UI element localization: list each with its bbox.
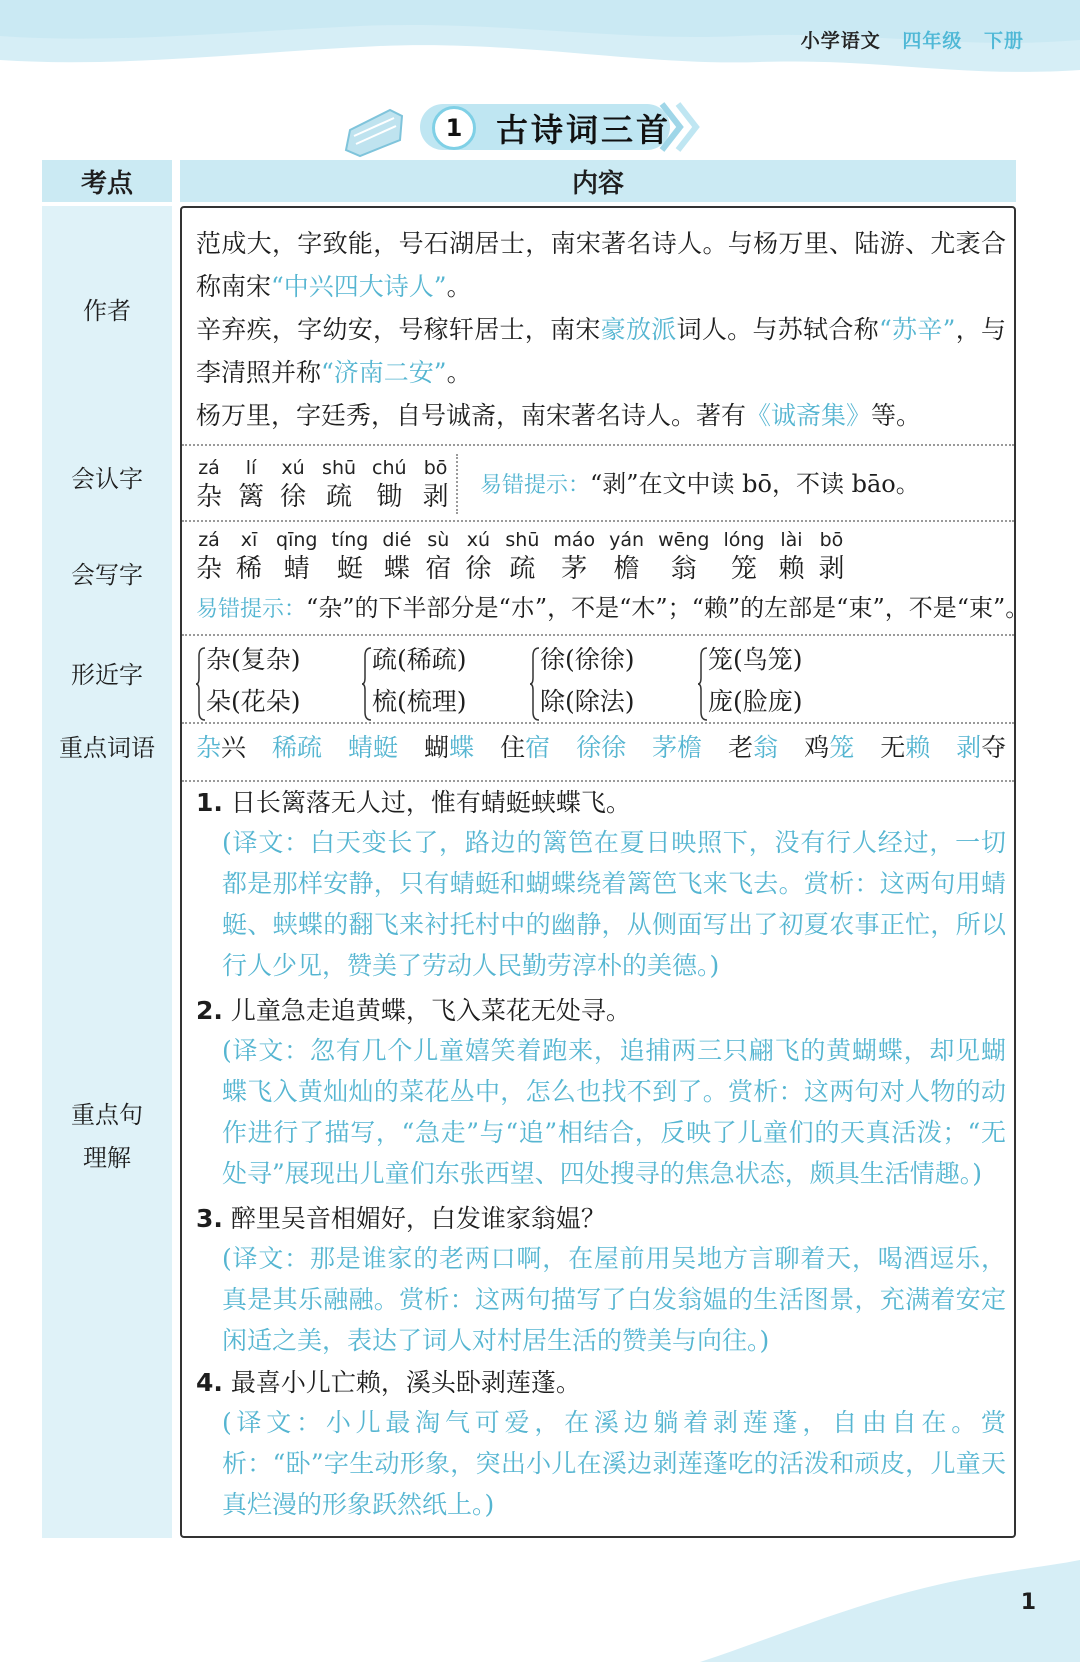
sentence-number: 4. xyxy=(196,1368,223,1397)
char-cell xyxy=(382,528,411,586)
char-cell xyxy=(658,528,709,586)
sentence-number: 2. xyxy=(196,996,223,1025)
word-part-blue: 赖 xyxy=(905,733,931,762)
pinyin: bō xyxy=(423,457,448,479)
pinyin: xú xyxy=(466,529,491,551)
hanzi: 茅 xyxy=(561,554,588,584)
similar-char-a: 疏(稀疏) xyxy=(372,645,467,674)
hanzi: 檐 xyxy=(613,554,640,584)
hanzi: 疏 xyxy=(509,554,536,584)
hanzi: 剥 xyxy=(818,554,845,584)
author-text: 范成大，字致能，号石湖居士，南宋著名诗人。与杨万里、陆游、尤袤合称南宋 xyxy=(196,229,1006,301)
pinyin: shū xyxy=(505,529,540,551)
tip-label: 易错提示： xyxy=(480,473,591,498)
recognize-tip xyxy=(480,466,920,504)
char-cell xyxy=(196,528,222,586)
char-cell xyxy=(505,528,539,586)
pinyin: zá xyxy=(198,457,220,479)
page-number: 1 xyxy=(1020,1590,1036,1615)
pinyin: chú xyxy=(372,457,407,479)
word-part-blue: 茅檐 xyxy=(652,733,703,762)
hanzi: 蜻 xyxy=(283,554,310,584)
sentence-2-note: (译文：忽有几个儿童嬉笑着跑来，追捕两三只翩飞的黄蝴蝶，却见蝴蝶飞入黄灿灿的菜花丛中，怎么也找不到了。赏析：这两句对人物的动作进行了描写，“急走”与“追”相结合，反映了儿童们的天真活泼；“无处寻”展现出儿童们东张西望、四处搜寻的焦急状态，颇具生活情趣。) xyxy=(222,1036,1006,1188)
similar-char-b: 除(除法) xyxy=(540,687,635,716)
word-part-blue: 徐徐 xyxy=(576,733,627,762)
label-sentence-1: 重点句 xyxy=(71,1101,143,1129)
sentence-number: 1. xyxy=(196,788,223,817)
row-divider xyxy=(182,634,1014,636)
pinyin: wēng xyxy=(658,529,710,551)
key-words-row xyxy=(196,730,1006,766)
sentence-text: 最喜小儿亡赖，溪头卧剥莲蓬。 xyxy=(230,1368,581,1397)
table-header-topic: 考点 xyxy=(42,160,172,202)
author-text: 杨万里，字廷秀，自号诚斋，南宋著名诗人。著有 xyxy=(196,401,747,430)
author-highlight: “济南二安” xyxy=(321,358,447,387)
char-cell xyxy=(609,528,644,586)
word-part-blue: 蜻蜓 xyxy=(348,733,399,762)
author-yang-wanli xyxy=(196,394,1006,437)
key-word xyxy=(728,730,778,766)
key-word xyxy=(272,730,322,766)
char-cell xyxy=(423,456,449,514)
pinyin: shū xyxy=(322,457,357,479)
sentence-4 xyxy=(196,1362,1006,1404)
char-cell xyxy=(723,528,764,586)
sentence-text: 儿童急走追黄蝶，飞入菜花无处寻。 xyxy=(230,996,631,1025)
key-word xyxy=(652,730,702,766)
grade-label: 四年级 xyxy=(902,30,963,52)
pinyin: lóng xyxy=(723,529,765,551)
label-recognize: 会认字 xyxy=(71,465,143,493)
word-part-black: 兴 xyxy=(221,733,247,762)
row-divider xyxy=(182,520,1014,522)
char-cell xyxy=(553,528,595,586)
char-cell xyxy=(465,528,491,586)
word-part-black: 无 xyxy=(880,733,906,762)
sentence-text: 醉里吴音相媚好，白发谁家翁媪？ xyxy=(230,1204,606,1233)
author-highlight: “中兴四大诗人” xyxy=(271,272,447,301)
brace-icon xyxy=(362,646,372,722)
similar-char-b: 庞(脸庞) xyxy=(708,687,803,716)
key-word xyxy=(348,730,398,766)
pinyin: qīng xyxy=(276,529,318,551)
sentence-number: 3. xyxy=(196,1204,223,1233)
similar-char-a: 笼(鸟笼) xyxy=(708,645,803,674)
sentence-3-note: (译文：那是谁家的老两口啊，在屋前用吴地方言聊着天，喝酒逗乐，真是其乐融融。赏析：这两句描写了白发翁媪的生活图景，充满着安定闲适之美，表达了词人对村居生活的赞美与向往。) xyxy=(222,1244,1006,1355)
key-word xyxy=(804,730,854,766)
pinyin: tíng xyxy=(331,529,369,551)
hanzi: 徐 xyxy=(280,482,307,512)
author-text: 等。 xyxy=(871,401,922,430)
char-cell xyxy=(276,528,317,586)
tip-label: 易错提示： xyxy=(196,597,307,622)
char-cell xyxy=(372,456,407,514)
brace-icon xyxy=(698,646,708,722)
sentence-3 xyxy=(196,1198,1006,1240)
hanzi: 稀 xyxy=(236,554,263,584)
sentence-text: 日长篱落无人过，惟有蜻蜓蛱蝶飞。 xyxy=(230,788,631,817)
table-header-content: 内容 xyxy=(180,160,1016,202)
word-part-blue: 杂 xyxy=(196,733,222,762)
hanzi: 杂 xyxy=(196,482,223,512)
word-part-blue: 笼 xyxy=(829,733,855,762)
sentence-1-note: (译文：白天变长了，路边的篱笆在夏日映照下，没有行人经过，一切都是那样安静，只有蜻蜓和蝴蝶绕着篱笆飞来飞去。赏析：这两句用蜻蜓、蛱蝶的翻飞来衬托村中的幽静，从侧面写出了初夏农事正忙，所以行人少见，赞美了劳动人民勤劳淳朴的美德。) xyxy=(222,828,1006,980)
hanzi: 宿 xyxy=(425,554,452,584)
word-part-blue: 蝶 xyxy=(449,733,475,762)
hanzi: 蝶 xyxy=(383,554,410,584)
word-part-black: 住 xyxy=(500,733,526,762)
char-cell xyxy=(322,456,356,514)
author-highlight: 《诚斋集》 xyxy=(746,401,872,430)
pinyin: bō xyxy=(819,529,844,551)
word-part-blue: 宿 xyxy=(525,733,551,762)
char-cell xyxy=(778,528,804,586)
char-cell xyxy=(331,528,368,586)
hanzi: 疏 xyxy=(326,482,353,512)
word-part-blue: 翁 xyxy=(753,733,779,762)
word-part-blue: 稀疏 xyxy=(272,733,323,762)
pinyin: yán xyxy=(609,529,645,551)
pinyin: sù xyxy=(427,529,450,551)
lesson-title: 古诗词三首 xyxy=(496,111,672,149)
hanzi: 徐 xyxy=(465,554,492,584)
pinyin: xī xyxy=(240,529,258,551)
author-highlight: 豪放派 xyxy=(600,315,677,344)
key-word xyxy=(500,730,550,766)
char-cell xyxy=(818,528,844,586)
label-similar: 形近字 xyxy=(71,661,143,689)
key-word xyxy=(576,730,626,766)
author-text: 辛弃疾，字幼安，号稼轩居士，南宋 xyxy=(196,315,601,344)
tip-text: “剥”在文中读 bō，不读 bāo。 xyxy=(590,470,920,498)
key-word xyxy=(956,730,1006,766)
word-part-black: 老 xyxy=(728,733,754,762)
brace-icon xyxy=(530,646,540,722)
label-author: 作者 xyxy=(83,297,131,325)
hanzi: 赖 xyxy=(778,554,805,584)
pinyin: lí xyxy=(245,457,257,479)
hanzi: 篱 xyxy=(238,482,265,512)
char-cell xyxy=(236,528,262,586)
label-write: 会写字 xyxy=(71,561,143,589)
key-word xyxy=(196,730,246,766)
key-word xyxy=(424,730,474,766)
row-divider xyxy=(182,444,1014,446)
hanzi: 剥 xyxy=(422,482,449,512)
similar-char-b: 朵(花朵) xyxy=(206,687,301,716)
label-words: 重点词语 xyxy=(59,734,155,762)
label-sentence-2: 理解 xyxy=(83,1144,131,1172)
key-word xyxy=(880,730,930,766)
pinyin: zá xyxy=(198,529,220,551)
similar-char-a: 杂(复杂) xyxy=(206,645,301,674)
pinyin: xú xyxy=(281,457,305,479)
sentence-2 xyxy=(196,990,1006,1032)
recognize-char-row xyxy=(196,456,449,514)
lesson-number: 1 xyxy=(432,106,476,150)
author-text: 词人。与苏轼合称 xyxy=(676,315,879,344)
sentence-4-note: (译文：小儿最淘气可爱，在溪边躺着剥莲蓬，自由自在。赏析：“卧”字生动形象，突出小儿在溪边剥莲蓬吃的活泼和顽皮，儿童天真烂漫的形象跃然纸上。) xyxy=(222,1408,1006,1519)
word-part-blue: 剥 xyxy=(956,733,982,762)
row-divider xyxy=(182,722,1014,724)
similar-char-b: 梳(梳理) xyxy=(372,687,467,716)
volume-label: 下册 xyxy=(983,30,1024,52)
char-cell xyxy=(280,456,306,514)
hanzi: 笼 xyxy=(730,554,757,584)
pinyin: máo xyxy=(553,529,596,551)
subject-label: 小学语文 xyxy=(800,30,881,52)
hanzi: 杂 xyxy=(196,554,223,584)
write-char-row xyxy=(196,528,844,586)
tip-text: “杂”的下半部分是“朩”，不是“木”；“赖”的左部是“束”，不是“束”。 xyxy=(306,594,1030,622)
recognize-separator xyxy=(456,454,458,514)
write-tip xyxy=(196,590,1029,628)
author-xin-qiji xyxy=(196,308,1006,394)
char-cell xyxy=(425,528,451,586)
author-text: ，与李清照并称 xyxy=(196,315,1006,387)
sentence-1 xyxy=(196,782,1006,824)
hanzi: 蜓 xyxy=(336,554,363,584)
word-part-black: 鸡 xyxy=(804,733,830,762)
author-text: 。 xyxy=(446,358,472,387)
similar-char-a: 徐(徐徐) xyxy=(540,645,635,674)
word-part-black: 夺 xyxy=(981,733,1007,762)
char-cell xyxy=(238,456,264,514)
label-column xyxy=(42,206,172,1538)
author-highlight: “苏辛” xyxy=(878,315,956,344)
pinyin: lài xyxy=(780,529,803,551)
author-fan-chengda xyxy=(196,222,1006,308)
char-cell xyxy=(196,456,222,514)
book-header xyxy=(801,26,1024,53)
word-part-black: 蝴 xyxy=(424,733,450,762)
pinyin: dié xyxy=(382,529,412,551)
author-text: 。 xyxy=(446,272,472,301)
hanzi: 翁 xyxy=(670,554,697,584)
hanzi: 锄 xyxy=(376,482,403,512)
brace-icon xyxy=(196,646,206,722)
